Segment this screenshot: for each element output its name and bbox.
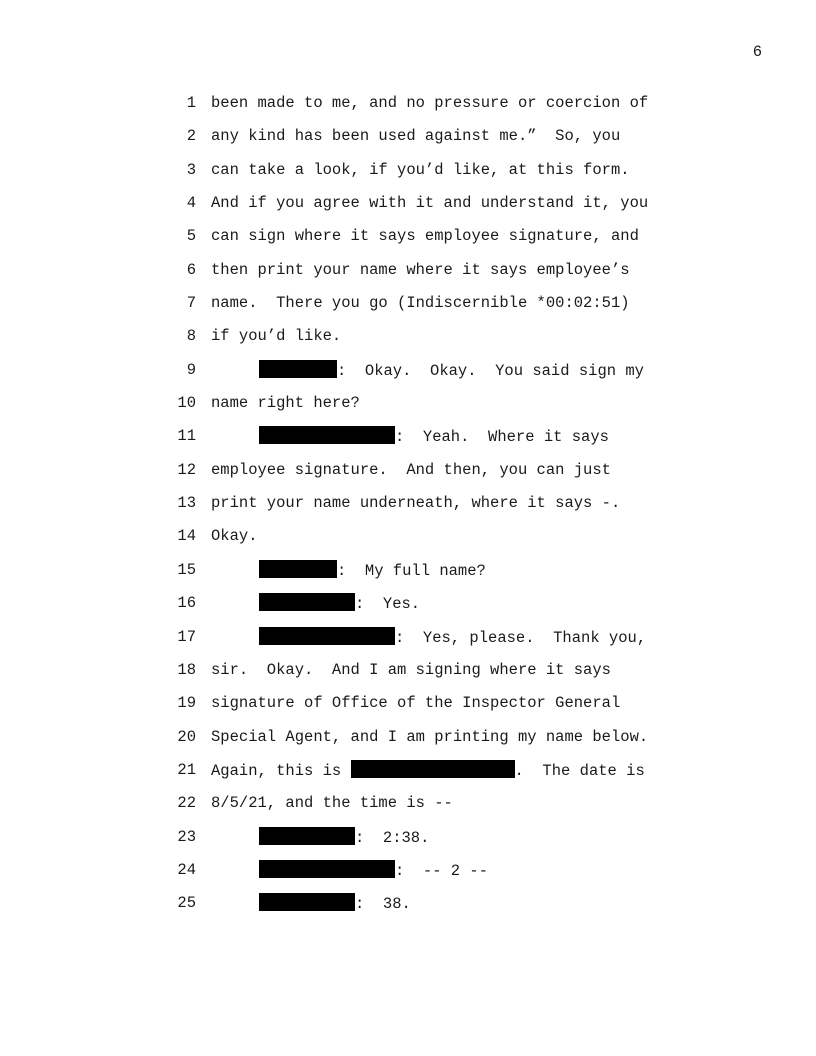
line-text: name. There you go (Indiscernible *00:02:51) [211, 294, 630, 313]
line-text: sir. Okay. And I am signing where it says [211, 660, 611, 679]
transcript-line [0, 720, 816, 753]
transcript-line [0, 386, 816, 419]
line-number: 24 [177, 860, 196, 879]
speaker-line [259, 627, 646, 648]
line-number: 3 [186, 160, 196, 179]
line-number: 18 [177, 660, 196, 679]
line-number: 4 [186, 194, 196, 213]
redacted-speaker-name [259, 860, 395, 878]
transcript-line [0, 686, 816, 719]
line-number: 17 [177, 627, 196, 646]
line-text: : 38. [355, 895, 411, 914]
transcript-line [0, 453, 816, 486]
transcript-line [0, 119, 816, 152]
line-number: 7 [186, 294, 196, 313]
line-number: 15 [177, 560, 196, 579]
line-text: been made to me, and no pressure or coercion of [211, 94, 649, 112]
speaker-line [259, 360, 644, 381]
transcript-line [0, 219, 816, 252]
speaker-line [259, 560, 486, 581]
line-text: Special Agent, and I am printing my name below. [211, 727, 649, 746]
redacted-speaker-name [259, 560, 337, 578]
transcript-line [0, 186, 816, 219]
line-text: : Yeah. Where it says [395, 428, 609, 447]
redacted-speaker-name [259, 360, 337, 378]
line-text: : My full name? [337, 561, 486, 580]
line-text: name right here? [211, 394, 360, 413]
line-text: : 2:38. [355, 828, 430, 847]
line-number: 14 [177, 527, 196, 546]
redacted-speaker-name [259, 827, 355, 845]
line-number: 10 [177, 394, 196, 413]
line-number: 12 [177, 460, 196, 479]
line-number: 1 [186, 94, 196, 112]
transcript-line [0, 419, 816, 452]
speaker-line [259, 860, 488, 881]
redacted-agent-name [351, 760, 515, 778]
speaker-line [259, 426, 609, 447]
line-number: 25 [177, 894, 196, 913]
redacted-speaker-name [259, 893, 355, 911]
transcript-line [0, 286, 816, 319]
line-number: 5 [186, 227, 196, 246]
line-text [211, 760, 645, 781]
transcript-line [0, 486, 816, 519]
transcript-line [0, 820, 816, 853]
line-text: : Yes, please. Thank you, [395, 628, 647, 647]
line-text-before: Again, this is [211, 761, 351, 780]
line-text: can take a look, if you’d like, at this form. [211, 160, 630, 179]
speaker-line [259, 593, 420, 614]
line-text: : -- 2 -- [395, 861, 489, 880]
line-text: then print your name where it says employee’s [211, 260, 630, 279]
line-text: signature of Office of the Inspector General [211, 694, 621, 713]
redacted-speaker-name [259, 593, 355, 611]
line-text-after: . The date is [514, 761, 645, 780]
transcript-line [0, 319, 816, 352]
line-number: 16 [177, 594, 196, 613]
transcript-line [0, 86, 816, 119]
transcript-line [0, 519, 816, 552]
line-text: employee signature. And then, you can just [211, 460, 611, 479]
line-text: And if you agree with it and understand it, you [211, 194, 649, 213]
transcript-line [0, 553, 816, 586]
line-text: : Yes. [355, 595, 421, 614]
line-text: Okay. [211, 527, 258, 546]
line-text: print your name underneath, where it says -. [211, 494, 621, 513]
line-number: 9 [186, 360, 196, 379]
line-number: 21 [177, 760, 196, 779]
line-text: any kind has been used against me.” So, you [211, 127, 621, 146]
line-number: 2 [186, 127, 196, 146]
line-text: can sign where it says employee signature, and [211, 227, 639, 246]
line-text: if you’d like. [211, 327, 342, 346]
transcript-line [0, 353, 816, 386]
line-number: 20 [177, 727, 196, 746]
line-number: 19 [177, 694, 196, 713]
transcript-body [0, 86, 816, 920]
transcript-line [0, 886, 816, 919]
redacted-speaker-name [259, 426, 395, 444]
line-number: 11 [177, 427, 196, 446]
line-number: 6 [186, 260, 196, 279]
speaker-line [259, 893, 411, 914]
line-number: 23 [177, 827, 196, 846]
transcript-line [0, 653, 816, 686]
transcript-line [0, 853, 816, 886]
speaker-line [259, 827, 429, 848]
line-number: 13 [177, 494, 196, 513]
line-number: 22 [177, 794, 196, 813]
transcript-line [0, 253, 816, 286]
redacted-speaker-name [259, 627, 395, 645]
transcript-line [0, 620, 816, 653]
transcript-line [0, 586, 816, 619]
transcript-line [0, 786, 816, 819]
line-text: 8/5/21, and the time is -- [211, 794, 453, 813]
page-number: 6 [752, 43, 762, 61]
transcript-line [0, 153, 816, 186]
line-text: : Okay. Okay. You said sign my [337, 361, 644, 380]
transcript-line [0, 753, 816, 786]
line-number: 8 [186, 327, 196, 346]
